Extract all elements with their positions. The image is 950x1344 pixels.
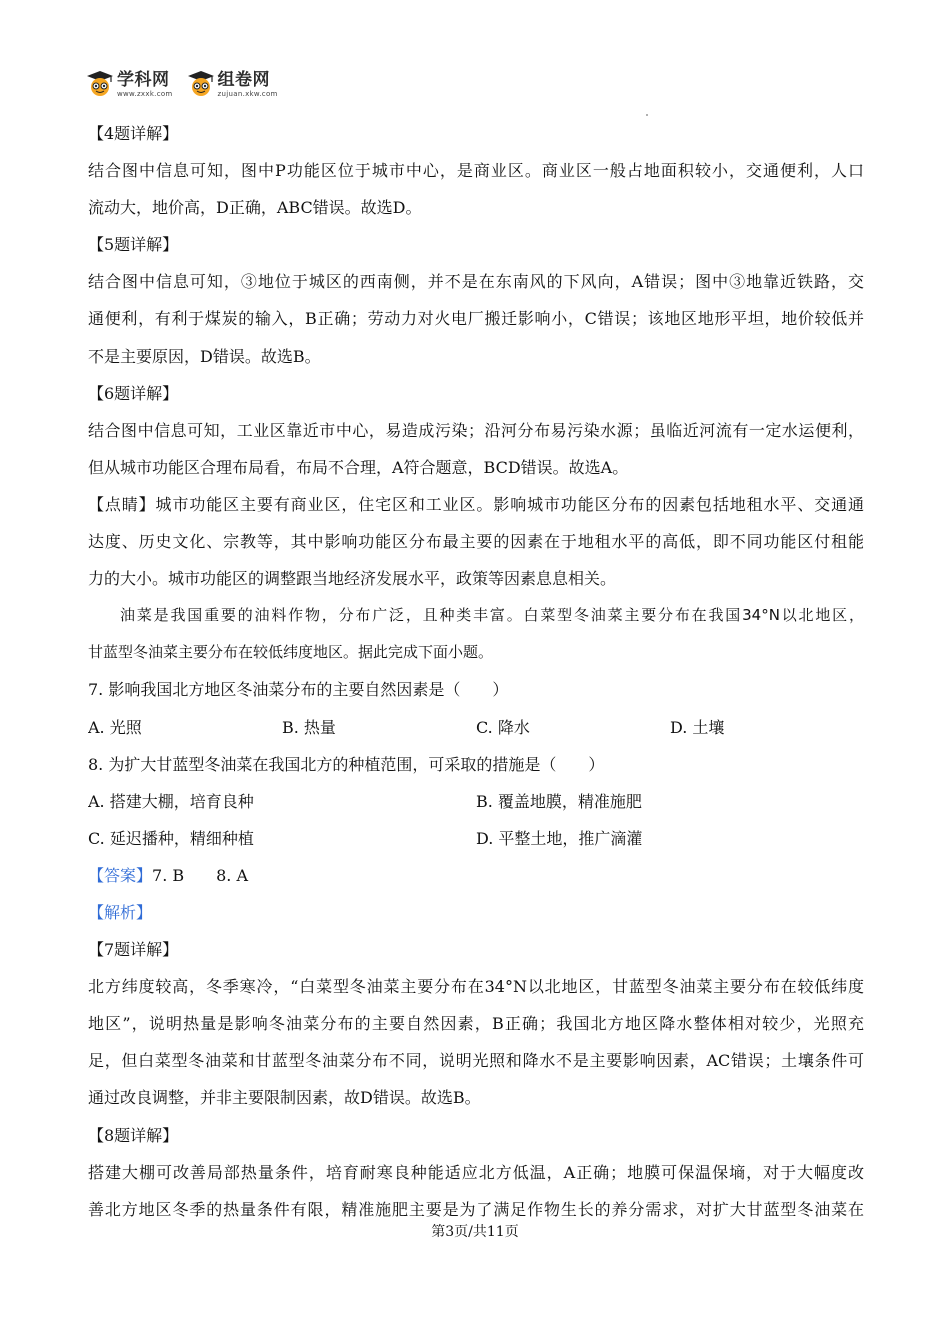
page-number: 第3页/共11页	[431, 1224, 519, 1240]
section-heading-q8: 【8题详解】	[88, 1125, 179, 1145]
header-logos	[86, 70, 278, 104]
tip-line: 力的大小。城市功能区的调整跟当地经济发展水平，政策等因素息息相关。	[88, 569, 617, 589]
paragraph-line: 善北方地区冬季的热量条件有限，精准施肥主要是为了满足作物生长的养分需求，对扩大甘蓝型冬油菜在	[88, 1199, 864, 1219]
option-b: B. 热量	[282, 717, 336, 737]
paragraph-line: 搭建大棚可改善局部热量条件，培育耐寒良种能适应北方低温，A正确；地膜可保温保墒，对于大幅度改	[88, 1162, 864, 1182]
logo-zxxk[interactable]	[86, 70, 173, 99]
option-a: A. 搭建大棚，培育良种	[88, 791, 254, 811]
logo-url: www.zxxk.com	[117, 90, 173, 98]
answer-line	[88, 857, 864, 894]
logo-name: 学科网	[117, 70, 170, 90]
logo-name: 组卷网	[217, 70, 271, 90]
passage-line: 油菜是我国重要的油料作物，分布广泛，且种类丰富。白菜型冬油菜主要分布在我国34°N以北地区，	[120, 606, 864, 625]
answer-text: 7. B 8. A	[152, 865, 249, 885]
section-heading-q4: 【4题详解】	[88, 124, 179, 143]
passage-line: 甘蓝型冬油菜主要分布在较低纬度地区。据此完成下面小题。	[88, 643, 494, 662]
option-a: A. 光照	[88, 717, 142, 737]
paragraph-line: 通过改良调整，并非主要限制因素，故D错误。故选B。	[88, 1088, 481, 1108]
paragraph-line: 流动大，地价高，D正确，ABC错误。故选D。	[88, 198, 422, 218]
paragraph-line: 地区”，说明热量是影响冬油菜分布的主要自然因素，B正确；我国北方地区降水整体相对较少，光照充	[88, 1014, 864, 1034]
question-7-stem: 7. 影响我国北方地区冬油菜分布的主要自然因素是（ ）	[88, 680, 509, 700]
paragraph-line: 北方纬度较高，冬季寒冷，“白菜型冬油菜主要分布在34°N以北地区，甘蓝型冬油菜主要分布在较低纬度	[88, 977, 864, 997]
section-heading-q7: 【7题详解】	[88, 940, 179, 960]
paragraph-line: 结合图中信息可知，工业区靠近市中心，易造成污染；沿河分布易污染水源；虽临近河流有一定水运便利，	[88, 420, 864, 440]
section-heading-q6: 【6题详解】	[88, 383, 179, 403]
analysis-label: 【解析】	[88, 902, 153, 922]
logo-zujuan[interactable]	[187, 70, 278, 99]
option-c: C. 降水	[476, 717, 530, 737]
section-heading-q5: 【5题详解】	[88, 235, 179, 255]
graduate-cap-face-icon	[187, 70, 215, 98]
paragraph-line: 不是主要原因，D错误。故选B。	[88, 346, 321, 366]
question-8-options-row1	[88, 783, 864, 820]
paragraph-line: 结合图中信息可知，③地位于城区的西南侧，并不是在东南风的下风向，A错误；图中③地靠近铁路，交	[88, 272, 864, 292]
option-d: D. 平整土地，推广滴灌	[476, 828, 643, 848]
paragraph-line: 足，但白菜型冬油菜和甘蓝型冬油菜分布不同，说明光照和降水不是主要影响因素，AC错误；土壤条件可	[88, 1051, 864, 1071]
document-body	[88, 115, 864, 1228]
option-c: C. 延迟播种，精细种植	[88, 828, 254, 848]
tip-line: 达度、历史文化、宗教等，其中影响功能区分布最主要的因素在于地租水平的高低，即不同功能区付租能	[88, 532, 864, 552]
paragraph-line: 结合图中信息可知，图中P功能区位于城市中心，是商业区。商业区一般占地面积较小，交通便利，人口	[88, 161, 864, 181]
question-7-options	[88, 709, 864, 746]
paragraph-line: 通便利，有利于煤炭的输入，B正确；劳动力对火电厂搬迁影响小，C错误；该地区地形平坦，地价较低并	[88, 309, 864, 329]
paragraph-line: 但从城市功能区合理布局看，布局不合理，A符合题意，BCD错误。故选A。	[88, 457, 629, 477]
question-8-options-row2	[88, 820, 864, 857]
tip-line: 【点睛】城市功能区主要有商业区，住宅区和工业区。影响城市功能区分布的因素包括地租水平、交通通	[88, 494, 864, 514]
answer-label: 【答案】	[88, 865, 153, 885]
question-8-stem: 8. 为扩大甘蓝型冬油菜在我国北方的种植范围，可采取的措施是（ ）	[88, 754, 605, 774]
option-d: D. 土壤	[670, 717, 725, 737]
graduate-cap-face-icon	[86, 70, 114, 98]
option-b: B. 覆盖地膜，精准施肥	[476, 791, 642, 811]
logo-url: zujuan.xkw.com	[217, 90, 278, 98]
